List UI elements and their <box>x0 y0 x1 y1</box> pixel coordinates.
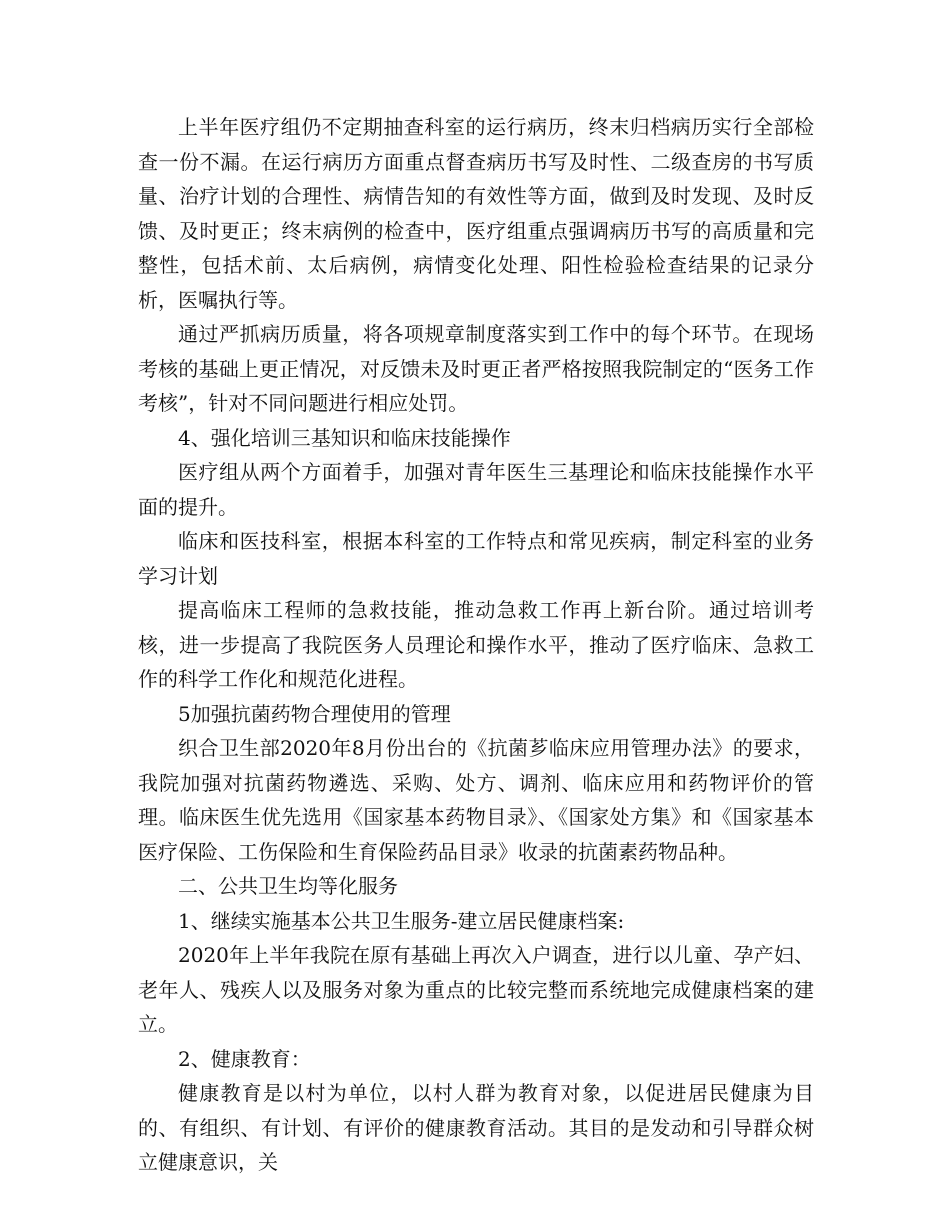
paragraph-health-education: 健康教育是以村为单位，以村人群为教育对象，以促进居民健康为目的、有组织、有计划、有评价的健康教育活动。其目的是发动和引导群众树立健康意识，关 <box>138 1081 814 1174</box>
heading-training-skills: 4、强化培训三基知识和临床技能操作 <box>178 425 511 450</box>
paragraph-antibiotic-regulation: 织合卫生部2020年8月份出台的《抗菌芗临床应用管理办法》的要求，我院加强对抗菌药物遴选、采购、处方、调剂、临床应用和药物评价的管理。临床医生优先选用《国家基本药物目录》、《国家处方集》和《国家基本医疗保险、工伤保险和生育保险药品目录》收录的抗菌素药物品种。 <box>138 736 814 864</box>
paragraph-medical-record-inspection: 上半年医疗组仍不定期抽查科室的运行病历，终末归档病历实行全部检查一份不漏。在运行病历方面重点督查病历书写及时性、二级查房的书写质量、治疗计划的合理性、病情告知的有效性等方面，做到及时发现、及时反馈、及时更正；终末病例的检查中，医疗组重点强调病历书写的高质量和完整性，包括术前、太后病例，病情变化处理、阳性检验检查结果的记录分析，医嘱执行等。 <box>138 115 814 312</box>
heading-public-health-services: 二、公共卫生均等化服务 <box>178 874 398 898</box>
paragraph-young-doctors-training: 医疗组从两个方面着手，加强对青年医生三基理论和临床技能操作水平面的提升。 <box>138 460 814 519</box>
heading-health-education: 2、健康教育： <box>178 1046 311 1071</box>
paragraph-record-quality: 通过严抓病历质量，将各项规章制度落实到工作中的每个环节。在现场考核的基础上更正情况，对反馈未及时更正者严格按照我院制定的“医务工作考核”，针对不同问题进行相应处罚。 <box>138 322 814 415</box>
heading-health-records: 1、继续实施基本公共卫生服务-建立居民健康档案: <box>178 908 625 933</box>
paragraph-household-survey: 2020年上半年我院在原有基础上再次入户调查，进行以儿童、孕产妇、老年人、残疾人以及服务对象为重点的比较完整而系统地完成健康档案的建立。 <box>138 943 814 1036</box>
paragraph-department-study-plan: 临床和医技科室，根据本科室的工作特点和常见疾病，制定科室的业务学习计划 <box>138 529 814 588</box>
heading-antibiotic-management: 5加强抗菌药物合理使用的管理 <box>178 701 451 726</box>
paragraph-emergency-skills: 提高临床工程师的急救技能，推动急救工作再上新台阶。通过培训考核，进一步提高了我院医务人员理论和操作水平，推动了医疗临床、急救工作的科学工作化和规范化进程。 <box>138 598 814 691</box>
document-body <box>138 110 814 1180</box>
